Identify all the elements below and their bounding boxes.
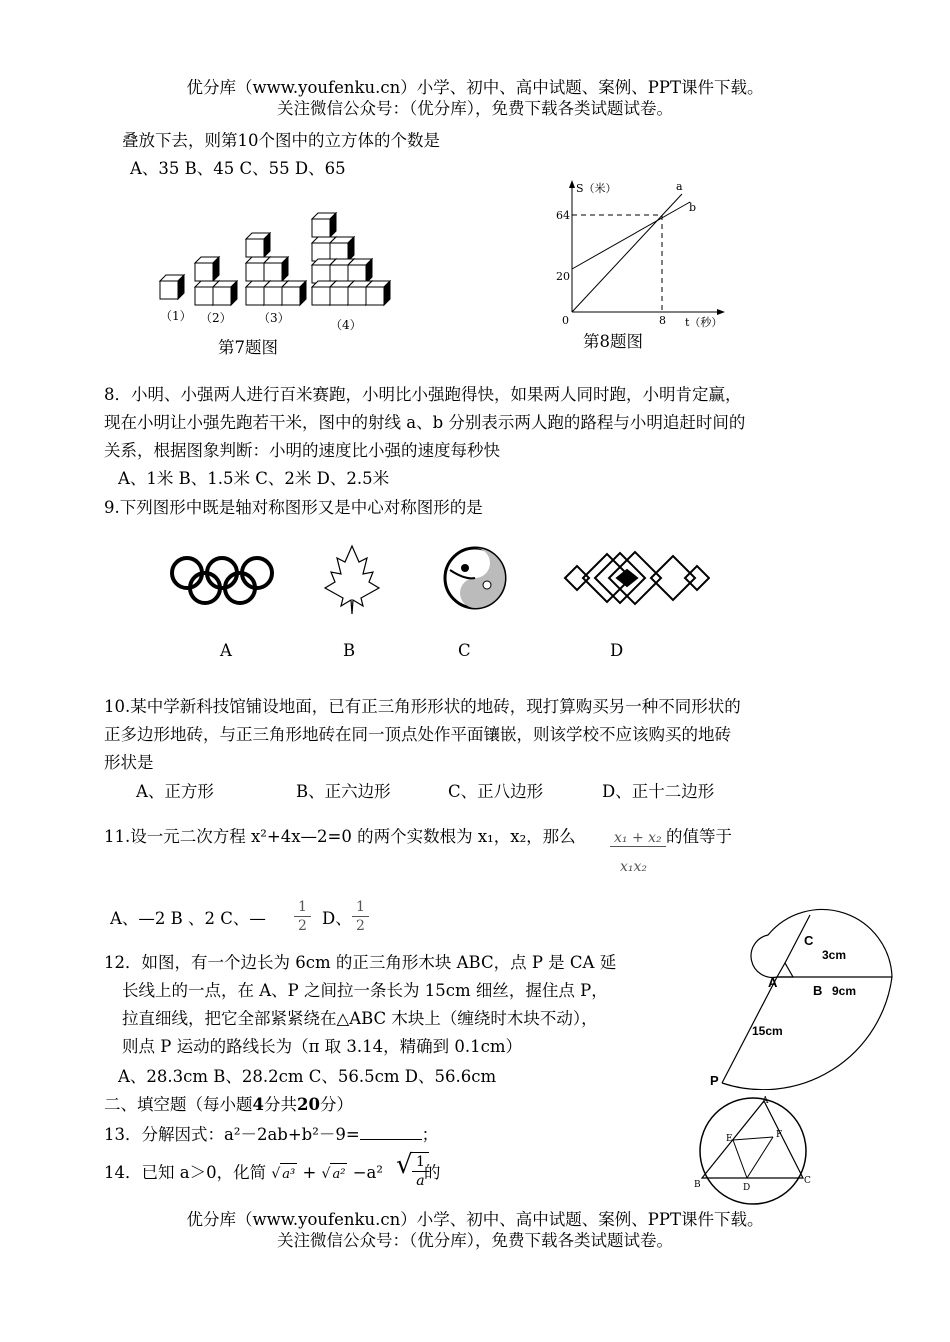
q8-line-2: 现在小明让小强先跑若干米，图中的射线 a、b 分别表示两人跑的路程与小明追赶时间的: [104, 413, 746, 432]
circle-point-b: B: [694, 1180, 701, 1190]
q14: 14．已知 a＞0，化简 √ a³ + √ a² −a²: [104, 1162, 383, 1186]
section-2-pre: 二、填空题（每小题: [104, 1095, 253, 1114]
yin-yang-figure: [445, 548, 505, 608]
q14-plus: +: [302, 1163, 317, 1182]
footer-line-1: 优分库（www.youfenku.cn）小学、初中、高中试题、案例、PPT课件下载。: [186, 1210, 764, 1229]
q11-fraction-den: x₁x₂: [620, 859, 648, 875]
q14-end: 的: [424, 1163, 441, 1182]
q8-line-3: 关系，根据图象判断：小明的速度比小强的速度每秒快: [104, 441, 500, 460]
label-a: a: [676, 180, 683, 193]
q11-half-c: [294, 898, 311, 935]
q7-text: 叠放下去，则第10个图中的立方体的个数是: [122, 131, 440, 150]
section-2-title: [104, 1094, 353, 1116]
circle-point-a: A: [762, 1096, 769, 1106]
half-den: 2: [298, 918, 307, 934]
q14-minus: −a²: [352, 1163, 383, 1182]
y-tick-64: 64: [556, 209, 570, 222]
q13-text: 13．分解因式：a²－2ab+b²－9=: [104, 1125, 360, 1144]
label-15cm: 15cm: [752, 1024, 783, 1038]
q9-text: 9.下列图形中既是轴对称图形又是中心对称图形的是: [104, 498, 483, 517]
point-a: A: [768, 975, 778, 990]
circle-point-c: C: [804, 1176, 811, 1186]
section-2-n2: 20: [296, 1095, 320, 1114]
q14-radical-sign: √: [396, 1150, 413, 1180]
cube-label-1: （1）: [160, 309, 192, 323]
q12-line-3: 拉直细线，把它全部紧紧绕在△ABC 木块上（缠绕时木块不动），: [122, 1009, 598, 1028]
q10-line-2: 正多边形地砖，与正三角形地砖在同一顶点处作平面镶嵌，则该学校不应该购买的地砖: [104, 725, 731, 744]
q11-option-c: C、—: [220, 909, 266, 928]
y-tick-20: 20: [556, 270, 570, 283]
q11-num-text: x₁ + x₂: [610, 830, 666, 847]
label-9cm: 9cm: [832, 984, 857, 998]
circle-point-e: E: [726, 1134, 733, 1144]
q13-answer-blank[interactable]: [360, 1123, 422, 1140]
label-b: b: [689, 201, 697, 214]
point-c: C: [804, 933, 814, 948]
q7-cubes-figure: [150, 205, 410, 335]
q7-options: A、35 B、45 C、55 D、65: [130, 159, 346, 178]
q11-prefix: 11.设一元二次方程 x²+4x—2=0 的两个实数根为 x₁，x₂，那么: [104, 827, 576, 846]
q11-options: [110, 908, 266, 930]
circle-point-d: D: [743, 1183, 751, 1193]
olympic-rings-figure: [172, 558, 272, 603]
q7-caption: 第7题图: [218, 338, 278, 357]
q11-option-a: A、—2: [110, 909, 166, 928]
x-tick-0: 0: [562, 314, 569, 327]
header-line-2: 关注微信公众号：（优分库），免费下载各类试题试卷。: [277, 99, 673, 118]
q14-root-3-den: a: [416, 1173, 425, 1189]
q10-option-d: D、正十二边形: [602, 782, 715, 801]
line-a: [572, 194, 682, 312]
q9-figures: [165, 540, 710, 620]
cube-label-2: （2）: [200, 311, 232, 325]
inscribed-triangle-figure: [690, 1095, 820, 1207]
q13: [104, 1123, 438, 1146]
q14-root-2: a²: [330, 1163, 347, 1186]
q10-option-a: A、正方形: [136, 782, 214, 801]
q8-caption: 第8题图: [583, 332, 643, 351]
header-line-1: 优分库（www.youfenku.cn）小学、初中、高中试题、案例、PPT课件下载。: [186, 78, 764, 97]
half-num: 1: [294, 898, 311, 917]
q14-text: 14．已知 a＞0，化简: [104, 1163, 267, 1182]
point-b: B: [813, 983, 823, 998]
cube-label-3: （3）: [258, 311, 290, 325]
section-2-mid: 分共: [263, 1095, 297, 1114]
q14-root-3-num: 1: [412, 1153, 429, 1172]
line-b: [572, 202, 690, 269]
q12-line-1: 12．如图，有一个边长为 6cm 的正三角形木块 ABC，点 P 是 CA 延: [104, 953, 617, 972]
q13-end: ；: [421, 1125, 439, 1144]
q9-label-b: B: [343, 641, 356, 660]
circle-point-f: F: [776, 1130, 783, 1140]
q12-options: A、28.3cm B、28.2cm C、56.5cm D、56.6cm: [118, 1067, 497, 1086]
q10-option-b: B、正六边形: [296, 782, 391, 801]
q9-label-a: A: [220, 641, 232, 660]
q9-label-d: D: [610, 641, 624, 660]
q12-line-2: 长线上的一点，在 A、P 之间拉一条长为 15cm 细丝，握住点 P，: [122, 981, 608, 1000]
q14-root-1: a³: [280, 1163, 297, 1186]
q8-line-1: 8．小明、小强两人进行百米赛跑，小明比小强跑得快，如果两人同时跑，小明肯定赢，: [104, 385, 742, 404]
q11-half-d: [352, 898, 369, 935]
q10-line-1: 10.某中学新科技馆铺设地面，已有正三角形形状的地砖，现打算购买另一种不同形状的: [104, 697, 741, 716]
section-2-post: 分）: [319, 1095, 353, 1114]
point-p: P: [710, 1073, 719, 1088]
x-tick-8: 8: [659, 314, 666, 327]
y-axis-label: S（米）: [576, 182, 617, 195]
q10-line-3: 形状是: [104, 753, 154, 772]
section-2-n1: 4: [252, 1095, 264, 1114]
diamonds-figure: [565, 552, 709, 604]
q10-option-c: C、正八边形: [448, 782, 544, 801]
footer-line-2: 关注微信公众号：（优分库），免费下载各类试题试卷。: [277, 1231, 673, 1250]
q12-line-4: 则点 P 运动的路线长为（π 取 3.14，精确到 0.1cm）: [122, 1037, 523, 1056]
q9-label-c: C: [458, 641, 471, 660]
q11-option-b: B 、2: [170, 909, 216, 928]
q11-fraction-num: [610, 826, 666, 849]
cube-label-4: （4）: [330, 318, 362, 332]
q8-options: A、1米 B、1.5米 C、2米 D、2.5米: [118, 469, 390, 488]
label-3cm: 3cm: [822, 948, 847, 962]
maple-leaf-figure: [325, 546, 379, 614]
q12-spiral-figure: [700, 905, 905, 1090]
half-num-d: 1: [352, 898, 369, 917]
q8-graph: [550, 172, 735, 330]
q11-option-d: D、: [322, 909, 352, 928]
half-den-d: 2: [356, 918, 365, 934]
x-axis-label: t（秒）: [685, 316, 723, 329]
q11-suffix: 的值等于: [666, 827, 732, 846]
